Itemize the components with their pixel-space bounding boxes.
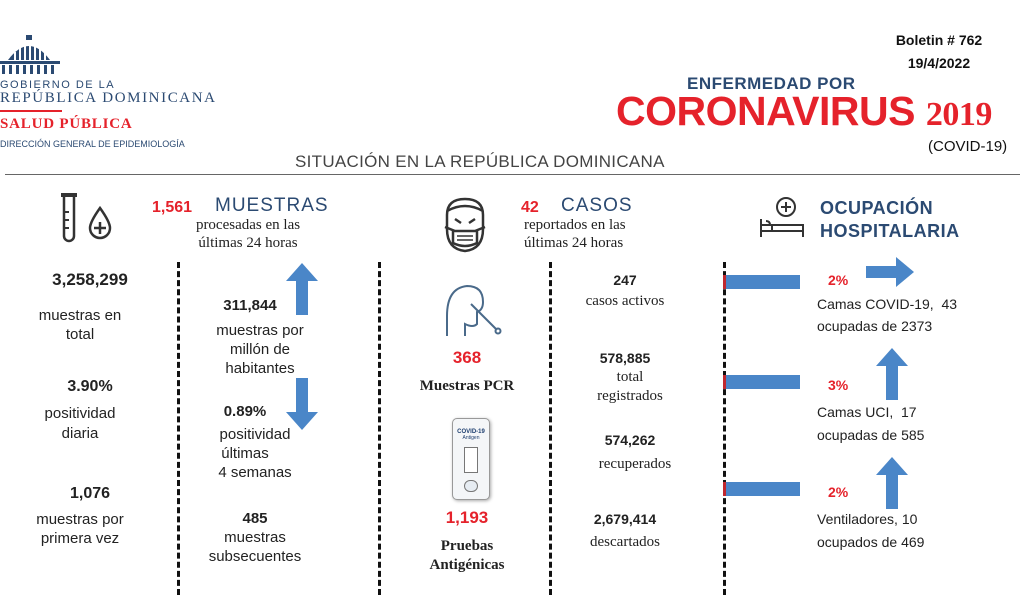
ventilators-line-1: Ventiladores, 10 (817, 511, 918, 527)
per-million-label-3: habitantes (225, 360, 295, 377)
samples-heading: MUESTRAS (215, 195, 329, 216)
bulletin-date: 19/4/2022 (907, 55, 971, 71)
kit-label-1: COVID-19 (457, 429, 485, 435)
covid-beds-line-2: ocupadas de 2373 (817, 318, 933, 334)
occupancy-bar-covid-beds (726, 275, 800, 289)
samples-total-label-2: total (65, 326, 95, 343)
page-title (616, 88, 1021, 135)
samples-total-label-1: muestras en (38, 307, 122, 324)
first-time-label-1: muestras por (36, 511, 124, 528)
cases-daily-caption-1: reportados en las (524, 217, 626, 233)
kit-window (464, 447, 478, 473)
arrow-right-icon (866, 257, 914, 292)
title-paren: (COVID-19) (928, 138, 1008, 155)
positivity-4w-label-1: positividad (219, 426, 291, 443)
cases-daily-value: 42 (521, 199, 539, 216)
daily-positivity-label-1: positividad (44, 405, 116, 422)
antigen-value: 1,193 (445, 508, 489, 527)
per-million-label-1: muestras por (216, 322, 304, 339)
ministry-name: SALUD PÚBLICA (0, 116, 133, 132)
government-logo (0, 34, 60, 76)
covid-beds-line-1: Camas COVID-19, 43 (817, 296, 958, 312)
pcr-value: 368 (452, 348, 482, 367)
antigen-label-1: Pruebas (440, 538, 494, 554)
gov-line-1: GOBIERNO DE LA (0, 79, 116, 91)
first-time-value: 1,076 (69, 485, 111, 502)
total-cases-label-1: total (616, 369, 644, 385)
recovered-label: recuperados (598, 456, 672, 472)
masked-face-icon (433, 195, 497, 260)
ventilators-line-2: ocupados de 469 (817, 534, 925, 550)
samples-total-value: 3,258,299 (52, 270, 128, 289)
discarded-label: descartados (590, 534, 660, 550)
daily-positivity-value: 3.90% (67, 378, 113, 395)
discarded-value: 2,679,414 (593, 511, 657, 527)
antigen-test-kit (452, 418, 490, 500)
title-big: CORONAVIRUS (616, 88, 915, 134)
total-cases-value: 578,885 (599, 350, 651, 366)
samples-daily-value: 1,561 (152, 199, 193, 216)
arrow-up-icon (876, 348, 908, 405)
active-cases-label: casos activos (585, 293, 665, 309)
hospital-heading-2: HOSPITALARIA (820, 221, 960, 241)
subsequent-label-2: subsecuentes (208, 548, 302, 565)
subtitle: SITUACIÓN EN LA REPÚBLICA DOMINICANA (295, 152, 665, 171)
kit-well (464, 480, 478, 492)
daily-positivity-label-2: diaria (61, 425, 99, 442)
title-small: ENFERMEDAD POR (687, 74, 856, 93)
antigen-label-2: Antigénicas (429, 557, 505, 573)
per-million-label-2: millón de (229, 341, 291, 358)
department-name: DIRECCIÓN GENERAL DE EPIDEMIOLOGÍA (0, 139, 185, 149)
recovered-value: 574,262 (604, 432, 656, 448)
positivity-4w-label-3: 4 semanas (218, 464, 292, 481)
positivity-4w-value: 0.89% (223, 403, 267, 420)
test-tube-drop-icon (56, 190, 118, 253)
title-year: 2019 (925, 96, 992, 133)
divider-1 (177, 262, 180, 595)
subsequent-label-1: muestras (224, 529, 286, 546)
divider-4 (723, 262, 726, 595)
occupancy-bar-ventilators (726, 482, 800, 496)
icu-beds-line-1: Camas UCI, 17 (817, 404, 917, 420)
icu-beds-pct: 3% (828, 377, 849, 393)
kit-label-2: Antigen (462, 435, 480, 441)
swab-test-icon (437, 280, 505, 347)
hospital-bed-icon (758, 195, 806, 244)
samples-daily-caption-1: procesadas en las (195, 217, 301, 233)
per-million-value: 311,844 (223, 297, 277, 314)
pcr-label: Muestras PCR (419, 378, 515, 394)
divider-2 (378, 262, 381, 595)
cases-daily-caption-2: últimas 24 horas (524, 235, 624, 251)
covid-beds-pct: 2% (828, 272, 849, 288)
logo-divider (0, 110, 62, 112)
icu-beds-line-2: ocupadas de 585 (817, 427, 925, 443)
bulletin-number: Boletin # 762 (895, 32, 983, 48)
header-rule (5, 174, 1020, 175)
arrow-up-icon (876, 457, 908, 514)
positivity-4w-label-2: últimas (221, 445, 269, 462)
samples-daily-caption-2: últimas 24 horas (198, 235, 298, 251)
capitol-icon (0, 34, 60, 76)
cases-heading: CASOS (561, 195, 633, 216)
gov-line-2: REPÚBLICA DOMINICANA (0, 90, 217, 106)
divider-3 (549, 262, 552, 595)
occupancy-bar-icu-beds (726, 375, 800, 389)
ventilators-pct: 2% (828, 484, 849, 500)
first-time-label-2: primera vez (40, 530, 120, 547)
total-cases-label-2: registrados (597, 388, 663, 404)
subsequent-value: 485 (242, 510, 268, 527)
active-cases-value: 247 (613, 272, 637, 288)
hospital-heading-1: OCUPACIÓN (820, 198, 934, 218)
